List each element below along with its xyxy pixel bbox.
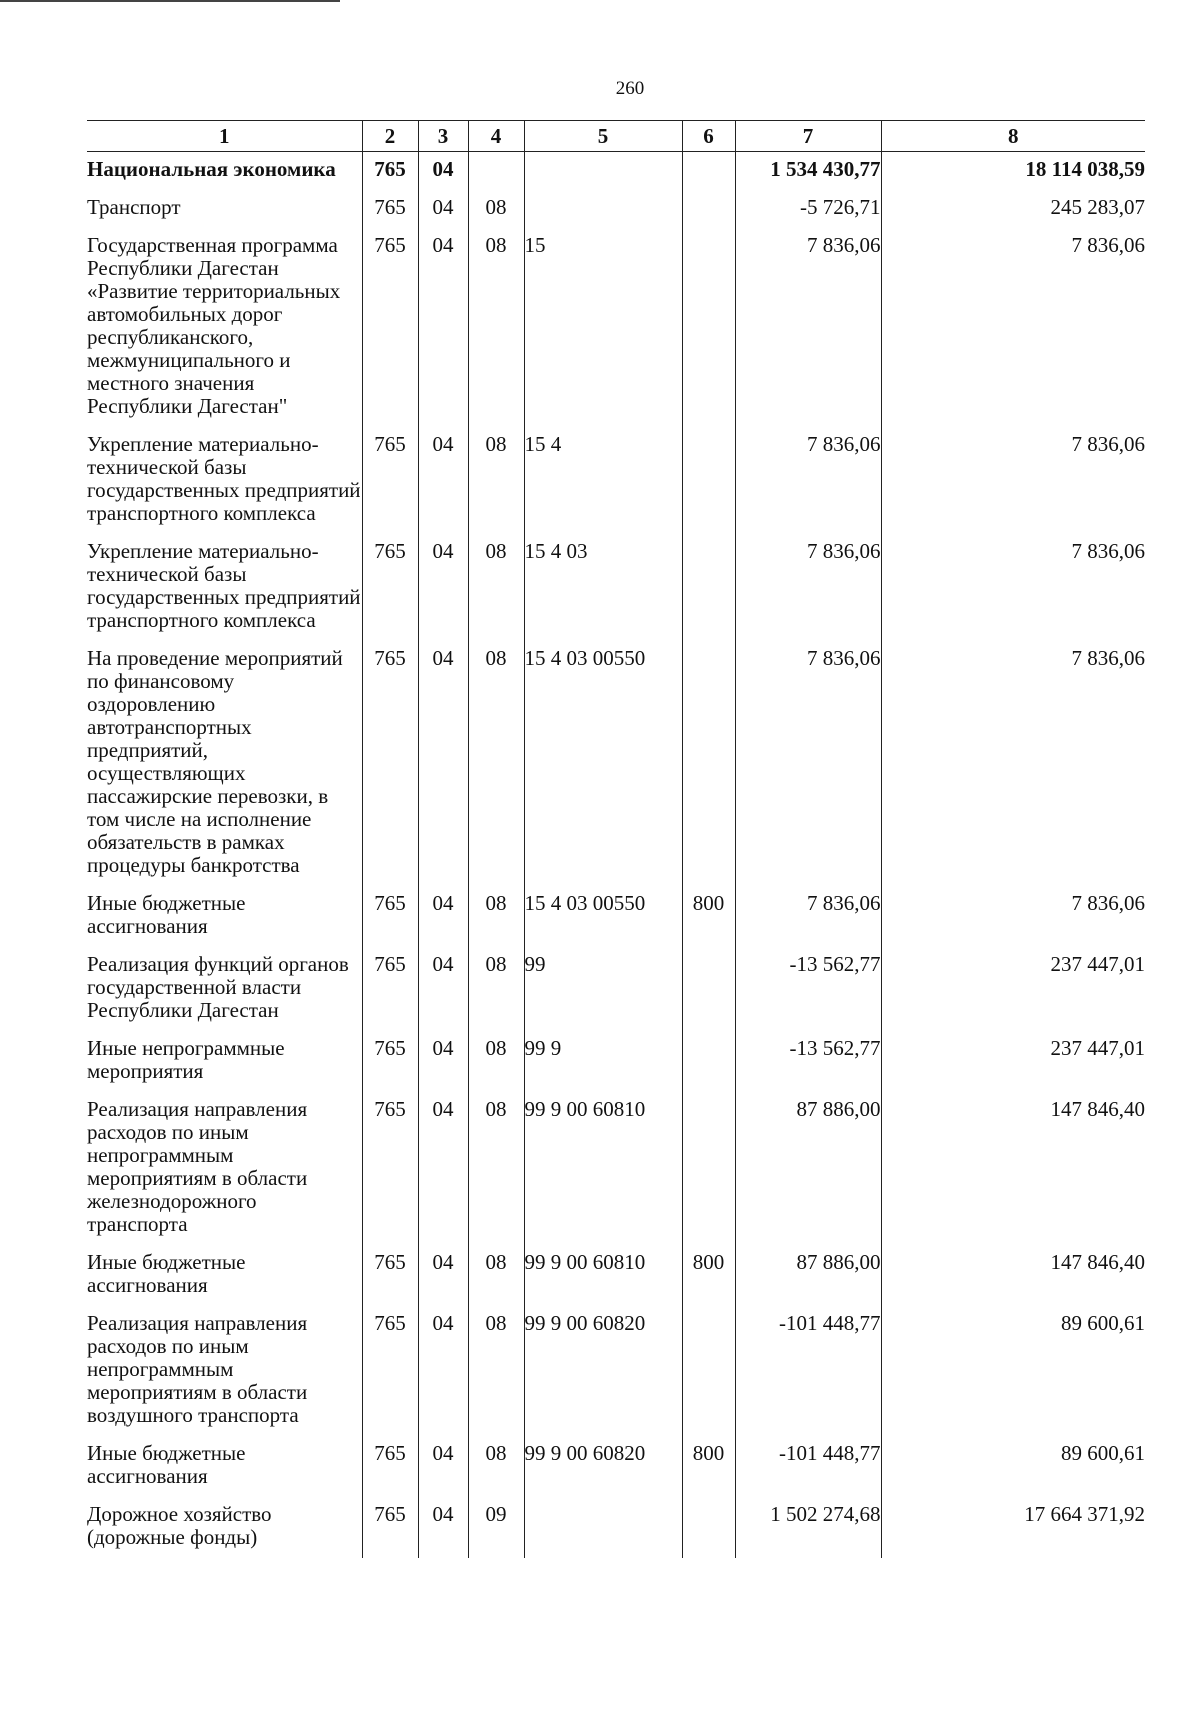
- expense-type-code-cell: [682, 1031, 735, 1092]
- expense-type-code-cell: [682, 427, 735, 534]
- section-code-cell: 04: [418, 152, 468, 191]
- table-body: [87, 152, 1145, 1559]
- subsection-code-cell: 08: [468, 1092, 524, 1245]
- amount-change-cell: 87 886,00: [735, 1092, 881, 1245]
- expense-name-cell: Реализация направления расходов по иным непрограммным мероприятиям в области железнодорожного транспорта: [87, 1097, 308, 1236]
- amount-change-cell: 7 836,06: [735, 534, 881, 641]
- target-article-code-cell: [524, 1497, 682, 1558]
- target-article-code-cell: 15 4 03 00550: [524, 641, 682, 886]
- amount-change-cell: 1 502 274,68: [735, 1497, 881, 1558]
- amount-change-cell: -13 562,77: [735, 1031, 881, 1092]
- ministry-code-cell: 765: [362, 190, 418, 228]
- target-article-code-cell: 99 9 00 60810: [524, 1245, 682, 1306]
- column-header-1: 1: [87, 121, 362, 152]
- ministry-code-cell: 765: [362, 886, 418, 947]
- subsection-code-cell: 08: [468, 1436, 524, 1497]
- column-header-8: 8: [881, 121, 1145, 152]
- expense-name-cell: На проведение мероприятий по финансовому оздоровлению автотранспортных предприятий, осуществляющих пассажирские перевозки, в том числе на исполнение обязательств в рамках процедуры банкротства: [87, 646, 343, 877]
- amount-total-cell: 237 447,01: [881, 947, 1145, 1031]
- column-header-6: 6: [682, 121, 735, 152]
- ministry-code-cell: 765: [362, 152, 418, 191]
- ministry-code-cell: 765: [362, 1092, 418, 1245]
- table-row: [87, 886, 1145, 947]
- expense-type-code-cell: [682, 534, 735, 641]
- table-row: [87, 228, 1145, 427]
- subsection-code-cell: 08: [468, 1245, 524, 1306]
- expense-type-code-cell: [682, 228, 735, 427]
- subsection-code-cell: [468, 152, 524, 191]
- table-row: [87, 427, 1145, 534]
- expense-name-cell: Транспорт: [87, 195, 181, 219]
- amount-change-cell: -13 562,77: [735, 947, 881, 1031]
- table-row: [87, 1092, 1145, 1245]
- target-article-code-cell: 99 9 00 60820: [524, 1436, 682, 1497]
- amount-total-cell: 89 600,61: [881, 1306, 1145, 1436]
- amount-total-cell: 7 836,06: [881, 427, 1145, 534]
- section-code-cell: 04: [418, 641, 468, 886]
- expense-name-cell: Иные непрограммные мероприятия: [87, 1036, 285, 1083]
- amount-change-cell: 1 534 430,77: [735, 152, 881, 191]
- amount-total-cell: 245 283,07: [881, 190, 1145, 228]
- expense-name-cell: Иные бюджетные ассигнования: [87, 1250, 246, 1297]
- expense-type-code-cell: 800: [682, 886, 735, 947]
- ministry-code-cell: 765: [362, 1436, 418, 1497]
- section-code-cell: 04: [418, 1497, 468, 1558]
- ministry-code-cell: 765: [362, 228, 418, 427]
- amount-total-cell: 17 664 371,92: [881, 1497, 1145, 1558]
- expense-type-code-cell: 800: [682, 1436, 735, 1497]
- expense-type-code-cell: [682, 152, 735, 191]
- table-row: [87, 641, 1145, 886]
- expense-name-cell: Иные бюджетные ассигнования: [87, 891, 246, 938]
- target-article-code-cell: 15 4 03 00550: [524, 886, 682, 947]
- column-header-5: 5: [524, 121, 682, 152]
- target-article-code-cell: 15 4: [524, 427, 682, 534]
- section-code-cell: 04: [418, 1245, 468, 1306]
- target-article-code-cell: 15 4 03: [524, 534, 682, 641]
- subsection-code-cell: 08: [468, 190, 524, 228]
- subsection-code-cell: 08: [468, 534, 524, 641]
- column-header-7: 7: [735, 121, 881, 152]
- expense-type-code-cell: [682, 1092, 735, 1245]
- section-code-cell: 04: [418, 1436, 468, 1497]
- amount-change-cell: -5 726,71: [735, 190, 881, 228]
- expense-type-code-cell: [682, 190, 735, 228]
- section-code-cell: 04: [418, 947, 468, 1031]
- ministry-code-cell: 765: [362, 1306, 418, 1436]
- expense-name-cell: Национальная экономика: [87, 157, 336, 181]
- amount-change-cell: 7 836,06: [735, 228, 881, 427]
- section-code-cell: 04: [418, 886, 468, 947]
- ministry-code-cell: 765: [362, 641, 418, 886]
- section-code-cell: 04: [418, 534, 468, 641]
- target-article-code-cell: 99 9: [524, 1031, 682, 1092]
- section-code-cell: 04: [418, 1306, 468, 1436]
- amount-total-cell: 147 846,40: [881, 1245, 1145, 1306]
- expense-name-cell: Реализация направления расходов по иным непрограммным мероприятиям в области воздушного транспорта: [87, 1311, 308, 1427]
- expense-name-cell: Реализация функций органов государственной власти Республики Дагестан: [87, 952, 349, 1022]
- amount-total-cell: 7 836,06: [881, 641, 1145, 886]
- top-rule: [0, 0, 340, 2]
- amount-total-cell: 7 836,06: [881, 228, 1145, 427]
- subsection-code-cell: 08: [468, 228, 524, 427]
- amount-change-cell: -101 448,77: [735, 1306, 881, 1436]
- expense-name-cell: Иные бюджетные ассигнования: [87, 1441, 246, 1488]
- target-article-code-cell: 99 9 00 60820: [524, 1306, 682, 1436]
- amount-change-cell: 87 886,00: [735, 1245, 881, 1306]
- section-code-cell: 04: [418, 1031, 468, 1092]
- target-article-code-cell: 99 9 00 60810: [524, 1092, 682, 1245]
- table-row: [87, 1306, 1145, 1436]
- table-row: [87, 152, 1145, 191]
- amount-total-cell: 89 600,61: [881, 1436, 1145, 1497]
- table-row: [87, 1497, 1145, 1558]
- column-header-4: 4: [468, 121, 524, 152]
- subsection-code-cell: 08: [468, 886, 524, 947]
- expense-name-cell: Дорожное хозяйство (дорожные фонды): [87, 1502, 272, 1549]
- target-article-code-cell: 99: [524, 947, 682, 1031]
- amount-change-cell: -101 448,77: [735, 1436, 881, 1497]
- expense-type-code-cell: [682, 1497, 735, 1558]
- amount-total-cell: 7 836,06: [881, 534, 1145, 641]
- ministry-code-cell: 765: [362, 1497, 418, 1558]
- amount-total-cell: 237 447,01: [881, 1031, 1145, 1092]
- page-number: 260: [615, 78, 645, 99]
- table-row: [87, 190, 1145, 228]
- expense-name-cell: Государственная программа Республики Дагестан «Развитие территориальных автомобильных дорог республиканского, межмуниципального и местного значения Республики Дагестан": [87, 233, 341, 418]
- table-row: [87, 534, 1145, 641]
- ministry-code-cell: 765: [362, 534, 418, 641]
- section-code-cell: 04: [418, 427, 468, 534]
- ministry-code-cell: 765: [362, 947, 418, 1031]
- expense-type-code-cell: [682, 1306, 735, 1436]
- expense-type-code-cell: 800: [682, 1245, 735, 1306]
- header-row: [87, 121, 1145, 152]
- column-header-2: 2: [362, 121, 418, 152]
- expense-name-cell: Укрепление материально-технической базы государственных предприятий транспортного комплекса: [87, 432, 361, 525]
- budget-table: [87, 120, 1145, 1558]
- amount-change-cell: 7 836,06: [735, 427, 881, 534]
- subsection-code-cell: 09: [468, 1497, 524, 1558]
- table-row: [87, 1245, 1145, 1306]
- table-row: [87, 1031, 1145, 1092]
- target-article-code-cell: 15: [524, 228, 682, 427]
- target-article-code-cell: [524, 190, 682, 228]
- column-header-3: 3: [418, 121, 468, 152]
- target-article-code-cell: [524, 152, 682, 191]
- ministry-code-cell: 765: [362, 427, 418, 534]
- table-row: [87, 947, 1145, 1031]
- amount-change-cell: 7 836,06: [735, 641, 881, 886]
- section-code-cell: 04: [418, 1092, 468, 1245]
- amount-total-cell: 7 836,06: [881, 886, 1145, 947]
- subsection-code-cell: 08: [468, 947, 524, 1031]
- amount-total-cell: 18 114 038,59: [881, 152, 1145, 191]
- table-header: [87, 121, 1145, 152]
- subsection-code-cell: 08: [468, 641, 524, 886]
- subsection-code-cell: 08: [468, 1031, 524, 1092]
- table-row: [87, 1436, 1145, 1497]
- amount-change-cell: 7 836,06: [735, 886, 881, 947]
- ministry-code-cell: 765: [362, 1031, 418, 1092]
- expense-type-code-cell: [682, 641, 735, 886]
- subsection-code-cell: 08: [468, 427, 524, 534]
- section-code-cell: 04: [418, 228, 468, 427]
- section-code-cell: 04: [418, 190, 468, 228]
- subsection-code-cell: 08: [468, 1306, 524, 1436]
- expense-name-cell: Укрепление материально-технической базы государственных предприятий транспортного комплекса: [87, 539, 361, 632]
- ministry-code-cell: 765: [362, 1245, 418, 1306]
- amount-total-cell: 147 846,40: [881, 1092, 1145, 1245]
- expense-type-code-cell: [682, 947, 735, 1031]
